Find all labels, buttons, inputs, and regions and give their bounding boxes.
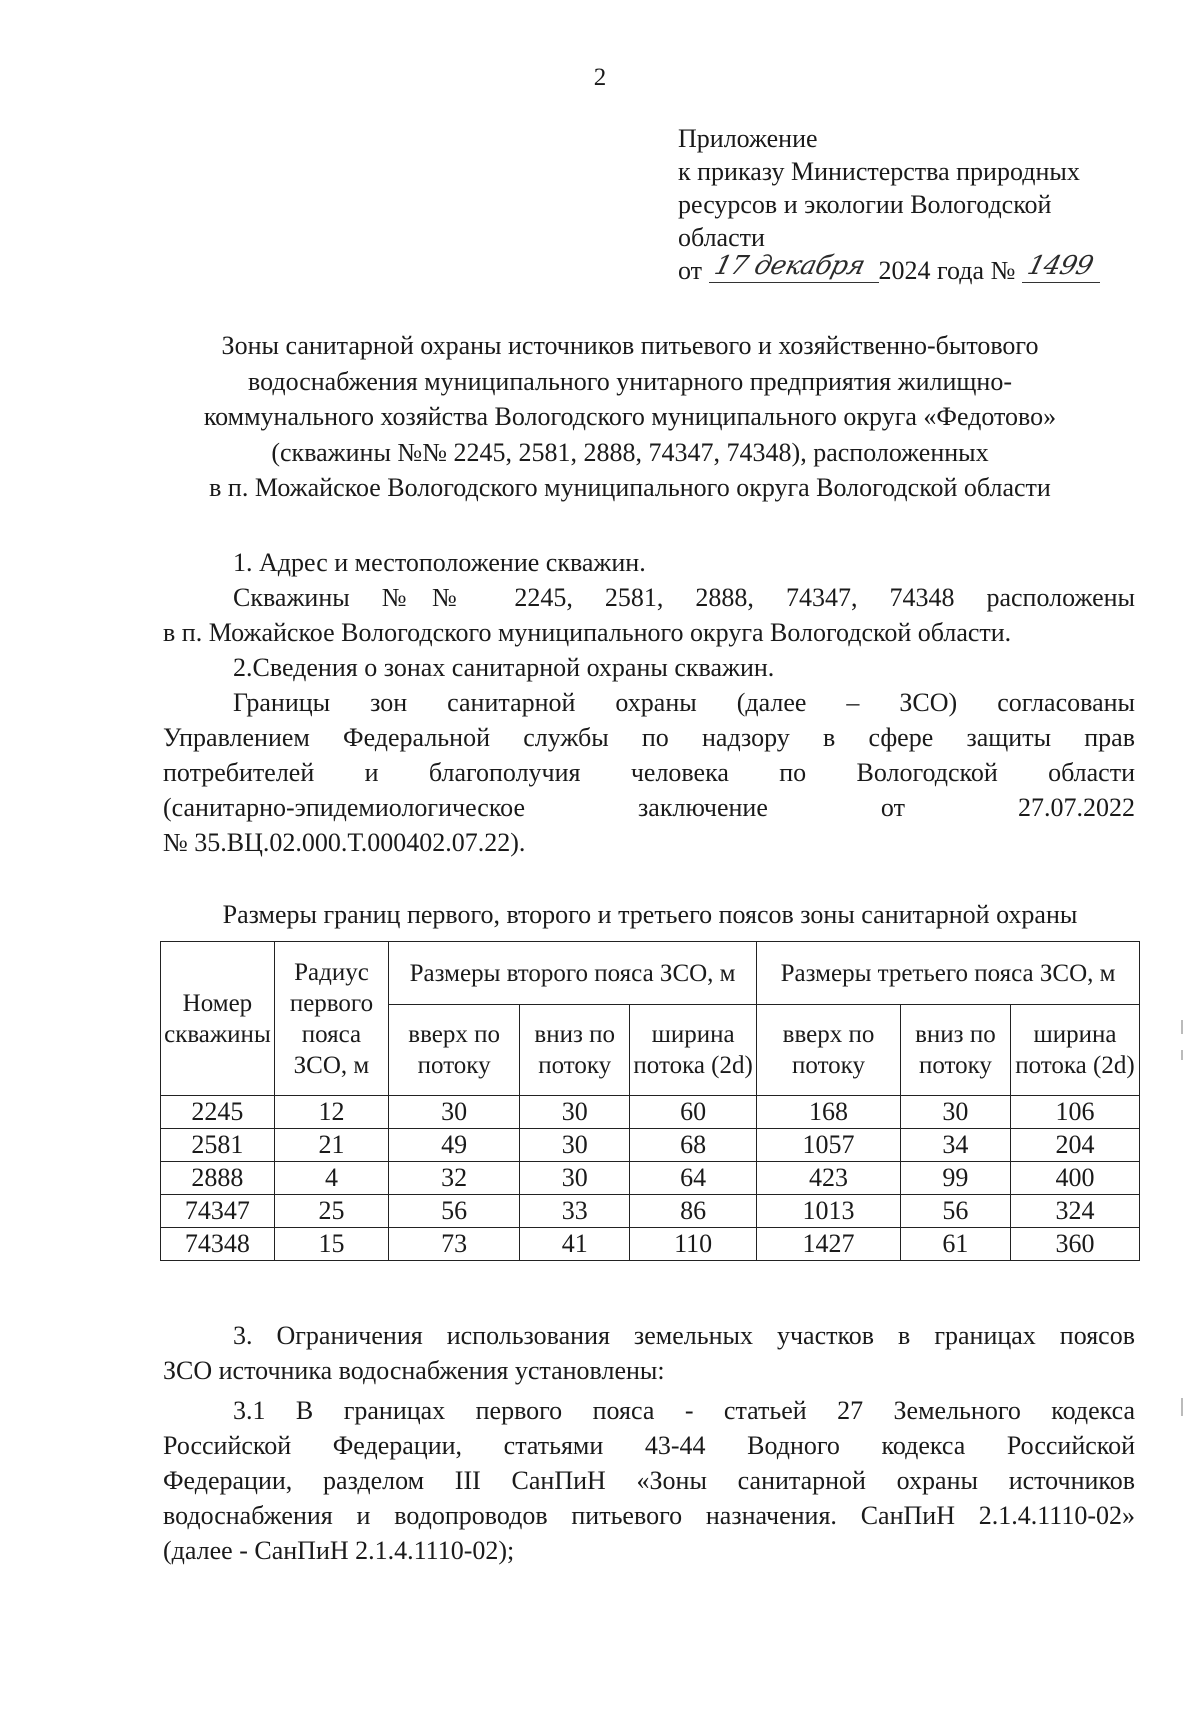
- section-2: [163, 650, 1135, 860]
- cell-second-upstream: 32: [389, 1162, 520, 1195]
- title-line-4: (скважины №№ 2245, 2581, 2888, 74347, 74348), расположенных: [271, 437, 989, 467]
- cell-third-width: 324: [1010, 1195, 1139, 1228]
- title-line-2: водоснабжения муниципального унитарного предприятия жилищно-: [247, 366, 1012, 396]
- date-suffix: 2024 года №: [878, 256, 1016, 285]
- header-second-width: ширина потока (2d): [630, 1005, 757, 1096]
- cell-third-upstream: 1013: [757, 1195, 901, 1228]
- cell-well-number: 2245: [161, 1096, 275, 1129]
- cell-third-downstream: 61: [900, 1228, 1010, 1261]
- section-3-line-2: ЗСО источника водоснабжения установлены:: [163, 1356, 665, 1385]
- page-number: 2: [593, 64, 607, 91]
- cell-well-number: 2888: [161, 1162, 275, 1195]
- section-1-heading: 1. Адрес и местоположение скважин.: [233, 548, 646, 577]
- cell-well-number: 74347: [161, 1195, 275, 1228]
- annex-line-4: области: [678, 223, 765, 252]
- table-row: [161, 1228, 1140, 1261]
- table-header-row-1: [161, 942, 1140, 1005]
- table-row: [161, 1129, 1140, 1162]
- cell-second-downstream: 30: [520, 1162, 630, 1195]
- cell-third-upstream: 423: [757, 1162, 901, 1195]
- cell-second-upstream: 49: [389, 1129, 520, 1162]
- cell-radius: 25: [274, 1195, 388, 1228]
- header-third-belt: Размеры третьего пояса ЗСО, м: [757, 942, 1140, 1005]
- cell-well-number: 74348: [161, 1228, 275, 1261]
- header-well-number: Номер скважины: [161, 942, 275, 1096]
- cell-third-upstream: 1057: [757, 1129, 901, 1162]
- section-3: [163, 1318, 1135, 1388]
- date-prefix: от: [678, 256, 703, 285]
- cell-second-width: 60: [630, 1096, 757, 1129]
- header-second-belt: Размеры второго пояса ЗСО, м: [389, 942, 757, 1005]
- table-row: [161, 1096, 1140, 1129]
- cell-second-downstream: 41: [520, 1228, 630, 1261]
- header-third-width: ширина потока (2d): [1010, 1005, 1139, 1096]
- cell-third-upstream: 1427: [757, 1228, 901, 1261]
- section-2-line-4: (санитарно-эпидемиологическое заключение от 27.07.2022: [163, 793, 1135, 822]
- annex-block: [678, 122, 1148, 287]
- header-radius: Радиус первого пояса ЗСО, м: [274, 942, 388, 1096]
- handwritten-number-text: 1499: [1024, 251, 1096, 281]
- table-row: [161, 1162, 1140, 1195]
- cell-second-downstream: 30: [520, 1096, 630, 1129]
- section-3-1-line-1: 3.1 В границах первого пояса - статьей 27 Земельного кодекса: [233, 1396, 1135, 1425]
- handwritten-date-text: 17 декабря: [710, 251, 868, 281]
- cell-radius: 21: [274, 1129, 388, 1162]
- cell-radius: 15: [274, 1228, 388, 1261]
- section-2-heading: 2.Сведения о зонах санитарной охраны скважин.: [233, 653, 775, 682]
- section-1-line-2: в п. Можайское Вологодского муниципального округа Вологодской области.: [163, 618, 1012, 647]
- title-line-1: Зоны санитарной охраны источников питьевого и хозяйственно-бытового: [221, 331, 1039, 360]
- cell-well-number: 2581: [161, 1129, 275, 1162]
- table-caption: Размеры границ первого, второго и третьего поясов зоны санитарной охраны: [222, 900, 1078, 929]
- header-second-upstream: вверх по потоку: [389, 1005, 520, 1096]
- cell-third-upstream: 168: [757, 1096, 901, 1129]
- section-3-1-line-3: Федерации, разделом III СанПиН «Зоны санитарной охраны источников: [163, 1466, 1135, 1495]
- scan-edge-mark: [1181, 1020, 1183, 1034]
- table-row: [161, 1195, 1140, 1228]
- cell-third-width: 204: [1010, 1129, 1139, 1162]
- header-second-downstream: вниз по потоку: [520, 1005, 630, 1096]
- zso-table: [160, 941, 1140, 1261]
- title-line-5: в п. Можайское Вологодского муниципального округа Вологодской области: [209, 473, 1051, 502]
- section-3-1-line-4: водоснабжения и водопроводов питьевого назначения. СанПиН 2.1.4.1110-02»: [163, 1501, 1135, 1530]
- section-3-1-line-5: (далее - СанПиН 2.1.4.1110-02);: [163, 1536, 515, 1565]
- cell-second-width: 68: [630, 1129, 757, 1162]
- cell-second-upstream: 73: [389, 1228, 520, 1261]
- section-3-line-1: 3. Ограничения использования земельных участков в границах поясов: [233, 1321, 1135, 1350]
- section-2-line-5: № 35.ВЦ.02.000.Т.000402.07.22).: [163, 828, 526, 857]
- header-third-downstream: вниз по потоку: [900, 1005, 1010, 1096]
- annex-line-1: Приложение: [678, 124, 818, 153]
- scan-edge-mark: [1181, 1398, 1183, 1416]
- cell-third-width: 106: [1010, 1096, 1139, 1129]
- section-3-1-line-2: Российской Федерации, статьями 43-44 Водного кодекса Российской: [163, 1431, 1135, 1460]
- cell-second-upstream: 30: [389, 1096, 520, 1129]
- cell-second-width: 86: [630, 1195, 757, 1228]
- annex-line-3: ресурсов и экологии Вологодской: [678, 190, 1052, 219]
- title-line-3: коммунального хозяйства Вологодского муниципального округа «Федотово»: [203, 402, 1057, 431]
- section-2-line-1: Границы зон санитарной охраны (далее – ЗСО) согласованы: [233, 688, 1135, 717]
- section-1: [163, 545, 1135, 650]
- handwritten-date: [709, 251, 879, 287]
- cell-second-upstream: 56: [389, 1195, 520, 1228]
- header-third-upstream: вверх по потоку: [757, 1005, 901, 1096]
- section-2-line-2: Управлением Федеральной службы по надзору в сфере защиты прав: [163, 723, 1135, 752]
- section-3-1: [163, 1393, 1135, 1568]
- section-2-line-3: потребителей и благополучия человека по Вологодской области: [163, 758, 1135, 787]
- cell-third-width: 360: [1010, 1228, 1139, 1261]
- section-1-line-1: Скважины №№ 2245, 2581, 2888, 74347, 74348 расположены: [233, 583, 1135, 612]
- cell-third-downstream: 34: [900, 1129, 1010, 1162]
- cell-radius: 4: [274, 1162, 388, 1195]
- cell-third-downstream: 56: [900, 1195, 1010, 1228]
- annex-line-2: к приказу Министерства природных: [678, 157, 1080, 186]
- cell-radius: 12: [274, 1096, 388, 1129]
- cell-second-downstream: 30: [520, 1129, 630, 1162]
- annex-date-line: [678, 251, 1148, 287]
- cell-third-downstream: 99: [900, 1162, 1010, 1195]
- cell-third-downstream: 30: [900, 1096, 1010, 1129]
- cell-third-width: 400: [1010, 1162, 1139, 1195]
- document-title: [150, 328, 1110, 506]
- handwritten-number: [1022, 251, 1100, 287]
- cell-second-downstream: 33: [520, 1195, 630, 1228]
- cell-second-width: 110: [630, 1228, 757, 1261]
- scan-edge-mark: [1181, 1050, 1183, 1060]
- cell-second-width: 64: [630, 1162, 757, 1195]
